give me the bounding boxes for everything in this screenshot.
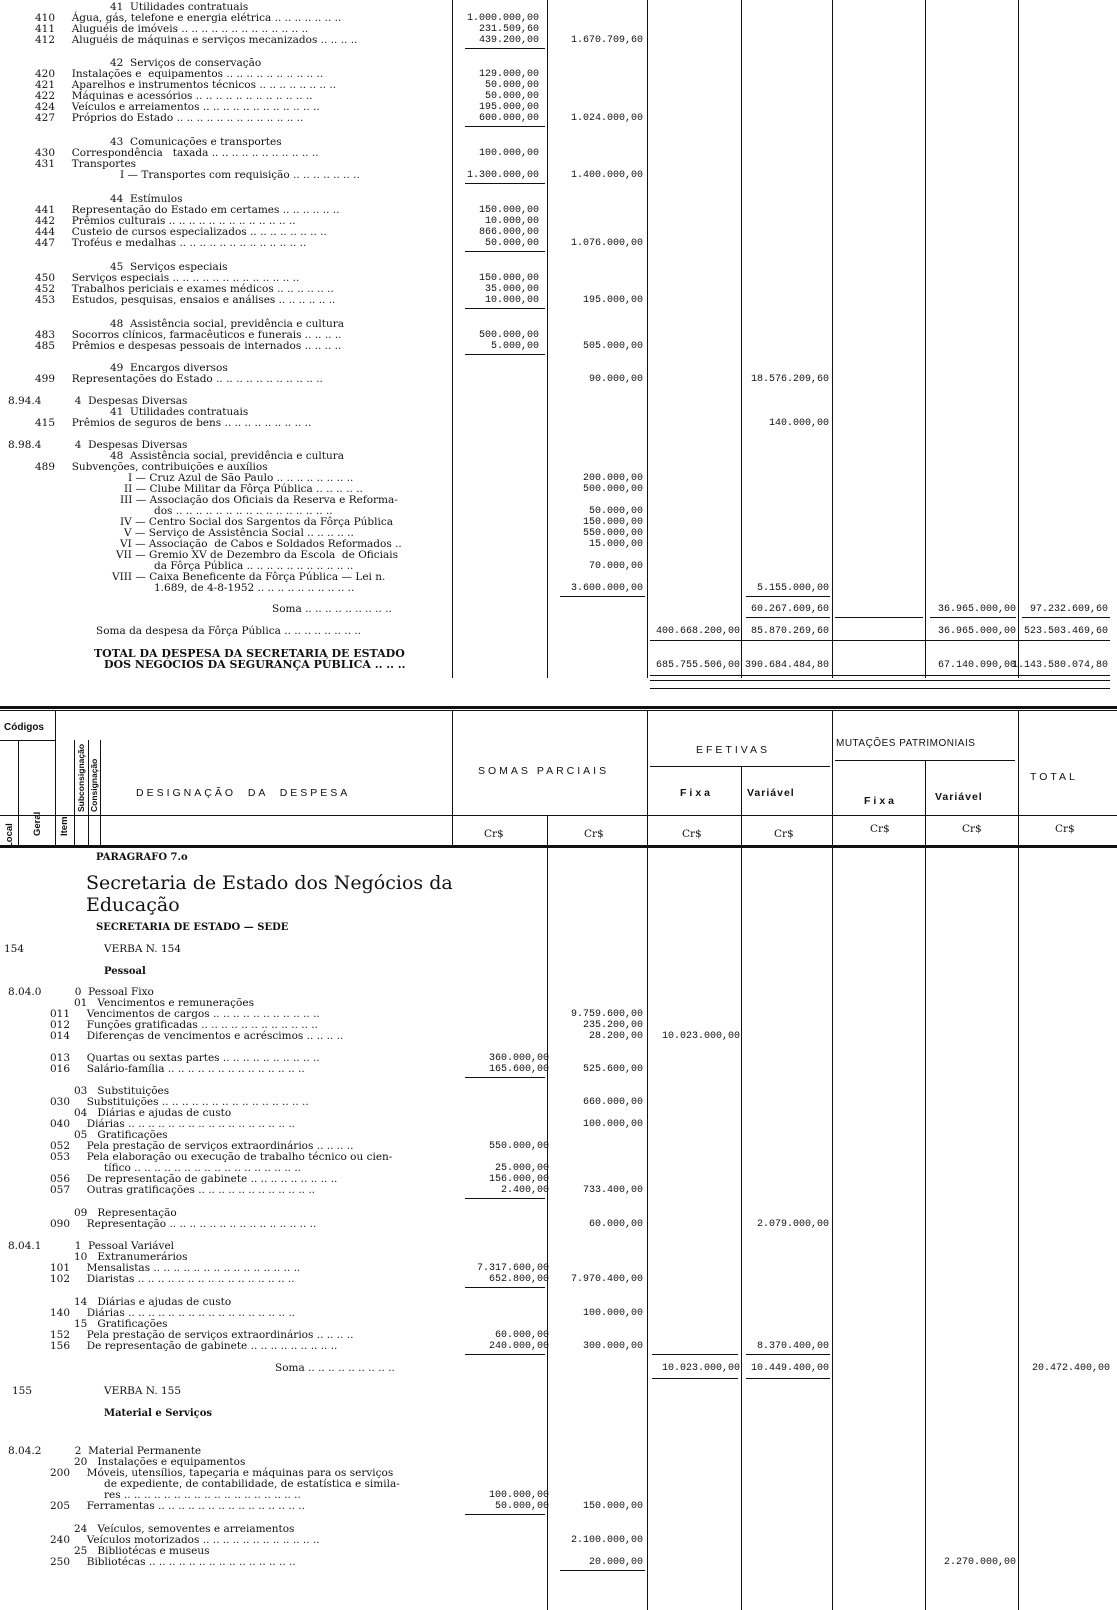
- column-rule: [452, 0, 453, 678]
- expense-row-label: 04 Diárias e ajudas de custo: [74, 1107, 232, 1119]
- sum-rule: [465, 183, 545, 184]
- sum-rule: [1022, 617, 1110, 618]
- amount-cell: 9.759.600,00: [570, 1009, 643, 1020]
- paragraph-heading: PARAGRAFO 7.o: [96, 852, 188, 863]
- currency-label: Cr$: [962, 823, 982, 835]
- header-somas-parciais: SOMAS PARCIAIS: [478, 765, 610, 777]
- expense-row-label: 415 Prêmios de seguros de bens .. .. .. .. .. .. .. .. ..: [35, 417, 312, 429]
- amount-cell: 733.400,00: [582, 1185, 643, 1196]
- column-rule: [925, 0, 926, 678]
- expense-row-label: 03 Substituições: [74, 1085, 170, 1097]
- expense-row-label: 10 Extranumerários: [74, 1251, 188, 1263]
- expense-row-label: 450 Serviços especiais .. .. .. .. .. .. .. .. .. .. .. .. ..: [35, 272, 300, 284]
- expense-row-label: res .. .. .. .. .. .. .. .. .. .. .. .. .. .. .. .. .. ..: [104, 1489, 301, 1501]
- expense-row-label: 013 Quartas ou sextas partes .. .. .. .. .. .. .. .. .. ..: [50, 1052, 320, 1064]
- expense-row-label: 030 Substituições .. .. .. .. .. .. .. .. .. .. .. .. .. .. ..: [50, 1096, 309, 1108]
- sum-rule: [650, 640, 1110, 641]
- sum-rule: [650, 675, 1110, 676]
- expense-row-label: 8.04.2 2 Material Permanente: [8, 1445, 202, 1457]
- amount-cell: 60.000,00: [494, 1330, 549, 1341]
- sum-rule: [465, 308, 545, 309]
- expense-row-label: 14 Diárias e ajudas de custo: [74, 1296, 232, 1308]
- header-column-rule: [741, 766, 742, 845]
- amount-cell: 550.000,00: [488, 1141, 549, 1152]
- amount-cell: 150.000,00: [478, 273, 539, 284]
- expense-row-label: 43 Comunicações e transportes: [110, 136, 282, 148]
- sum-rule: [746, 596, 830, 597]
- sum-rule: [650, 688, 1110, 689]
- sum-rule: [465, 1077, 545, 1078]
- expense-row-label: 42 Serviços de conservação: [110, 57, 262, 69]
- sum-rule: [465, 1198, 545, 1199]
- amount-cell: 36.965.000,00: [937, 626, 1016, 637]
- amount-cell: 1.400.000,00: [570, 170, 643, 181]
- verba-heading: VERBA N. 154: [104, 943, 182, 955]
- amount-cell: 500.000,00: [582, 484, 643, 495]
- sum-rule: [465, 126, 545, 127]
- expense-row-label: 441 Representação do Estado em certames .. .. .. .. .. ..: [35, 204, 340, 216]
- amount-cell: 390.684.484,80: [744, 660, 829, 671]
- column-rule: [647, 0, 648, 678]
- amount-cell: 7.970.400,00: [570, 1274, 643, 1285]
- amount-cell: 8.370.400,00: [756, 1341, 829, 1352]
- sum-rule: [465, 48, 545, 49]
- sum-rule: [652, 1378, 738, 1379]
- header-total: TOTAL: [1030, 771, 1078, 783]
- sum-rule: [652, 1354, 738, 1355]
- header-column-rule: [100, 740, 101, 845]
- expense-row-label: Soma .. .. .. .. .. .. .. .. ..: [275, 1362, 395, 1374]
- amount-cell: 20.472.400,00: [1031, 1363, 1110, 1374]
- header-column-rule: [925, 760, 926, 845]
- amount-cell: 90.000,00: [588, 374, 643, 385]
- expense-row-label: 412 Aluguéis de máquinas e serviços mecanizados .. .. .. ..: [35, 34, 358, 46]
- amount-cell: 15.000,00: [588, 539, 643, 550]
- amount-cell: 60.000,00: [588, 1219, 643, 1230]
- expense-row-label: 447 Troféus e medalhas .. .. .. .. .. .. .. .. .. .. .. .. ..: [35, 237, 307, 249]
- expense-row-label: 012 Funções gratificadas .. .. .. .. .. .. .. .. .. .. .. ..: [50, 1019, 318, 1031]
- amount-cell: 550.000,00: [582, 528, 643, 539]
- header-column-rule: [647, 710, 648, 845]
- group-heading: Material e Serviços: [104, 1408, 213, 1419]
- expense-row-label: 8.04.0 0 Pessoal Fixo: [8, 986, 154, 998]
- expense-row-label: 452 Trabalhos periciais e exames médicos .. .. .. .. .. ..: [35, 283, 334, 295]
- expense-row-label: II — Clube Militar da Fôrça Pública .. .. .. .. ..: [124, 483, 363, 495]
- amount-cell: 866.000,00: [478, 227, 539, 238]
- expense-row-label: 483 Socorros clínicos, farmacêuticos e funerais .. .. .. ..: [35, 329, 342, 341]
- expense-row-label: 49 Encargos diversos: [110, 362, 228, 374]
- sum-rule: [930, 617, 1016, 618]
- amount-cell: 2.270.000,00: [943, 1557, 1016, 1568]
- total-secretaria-line1: TOTAL DA DESPESA DA SECRETARIA DE ESTADO: [94, 647, 405, 660]
- header-top-rule: [0, 710, 1117, 711]
- expense-row-label: 090 Representação .. .. .. .. .. .. .. .. .. .. .. .. .. .. ..: [50, 1218, 317, 1230]
- header-efetivas: EFETIVAS: [696, 744, 770, 756]
- expense-row-label: 424 Veículos e arreiamentos .. .. .. .. .. .. .. .. .. .. .. ..: [35, 101, 320, 113]
- amount-cell: 150.000,00: [478, 205, 539, 216]
- section-title: Secretaria de Estado dos Negócios da Educação: [86, 872, 453, 916]
- amount-cell: 439.200,00: [478, 35, 539, 46]
- amount-cell: 7.317.600,00: [476, 1263, 549, 1274]
- amount-cell: 10.000,00: [484, 295, 539, 306]
- header-column-rule: [55, 710, 56, 845]
- expense-row-label: VI — Associação de Cabos e Soldados Reformados ..: [120, 538, 402, 550]
- amount-cell: 150.000,00: [582, 517, 643, 528]
- expense-row-label: 205 Ferramentas .. .. .. .. .. .. .. .. .. .. .. .. .. .. ..: [50, 1500, 305, 1512]
- currency-label: Cr$: [1055, 823, 1075, 835]
- expense-row-label: de expediente, de contabilidade, de estatística e simila-: [104, 1478, 400, 1490]
- sum-rule: [560, 596, 645, 597]
- sum-rule: [465, 251, 545, 252]
- expense-row-label: 8.94.4 4 Despesas Diversas: [8, 395, 188, 407]
- sum-rule: [746, 617, 830, 618]
- amount-cell: 50.000,00: [484, 80, 539, 91]
- expense-row-label: 09 Representação: [74, 1207, 177, 1219]
- amount-cell: 5.000,00: [490, 341, 539, 352]
- amount-cell: 36.965.000,00: [937, 604, 1016, 615]
- expense-row-label: VIII — Caixa Beneficente da Fôrça Pública — Lei n.: [112, 571, 386, 583]
- amount-cell: 195.000,00: [582, 295, 643, 306]
- amount-cell: 1.076.000,00: [570, 238, 643, 249]
- sum-rule: [560, 1570, 645, 1571]
- amount-cell: 600.000,00: [478, 113, 539, 124]
- expense-row-label: Soma da despesa da Fôrça Pública .. .. .. .. .. .. .. ..: [96, 625, 361, 637]
- expense-row-label: 101 Mensalistas .. .. .. .. .. .. .. .. .. .. .. .. .. .. ..: [50, 1262, 301, 1274]
- header-efetivas-variavel: Variável: [747, 787, 795, 799]
- amount-cell: 360.000,00: [488, 1053, 549, 1064]
- expense-row-label: 442 Prêmios culturais .. .. .. .. .. .. .. .. .. .. .. .. ..: [35, 215, 296, 227]
- amount-cell: 685.755.506,00: [655, 660, 740, 671]
- expense-row-label: 421 Aparelhos e instrumentos técnicos .. .. .. .. .. .. .. ..: [35, 79, 337, 91]
- sum-rule: [465, 1514, 545, 1515]
- header-consignacao: Consignação: [89, 758, 99, 812]
- expense-row-label: 410 Água, gás, telefone e energia elétrica .. .. .. .. .. .. ..: [35, 12, 342, 24]
- column-rule: [647, 846, 648, 1610]
- expense-row-label: 052 Pela prestação de serviços extraordinários .. .. .. ..: [50, 1140, 354, 1152]
- amount-cell: 50.000,00: [588, 506, 643, 517]
- section-subtitle: SECRETARIA DE ESTADO — SEDE: [96, 922, 289, 933]
- expense-row-label: 01 Vencimentos e remunerações: [74, 997, 254, 1009]
- amount-cell: 70.000,00: [588, 561, 643, 572]
- expense-row-label: 011 Vencimentos de cargos .. .. .. .. .. .. .. .. .. .. ..: [50, 1008, 320, 1020]
- header-codigos: Códigos: [4, 722, 44, 733]
- header-geral: Geral: [32, 811, 43, 836]
- expense-row-label: 15 Gratificações: [74, 1318, 168, 1330]
- expense-row-label: V — Serviço de Assistência Social .. .. .. .. ..: [124, 527, 354, 539]
- currency-label: Cr$: [774, 828, 794, 840]
- header-mutacoes: MUTAÇÕES PATRIMONIAIS: [836, 738, 976, 749]
- expense-row-label: 057 Outras gratificações .. .. .. .. .. .. .. .. .. .. .. ..: [50, 1184, 316, 1196]
- sum-rule: [465, 1354, 545, 1355]
- verba-heading: VERBA N. 155: [104, 1385, 182, 1397]
- amount-cell: 240.000,00: [488, 1341, 549, 1352]
- expense-row-label: 152 Pela prestação de serviços extraordinários .. .. .. ..: [50, 1329, 354, 1341]
- header-top-rule: [0, 706, 1117, 709]
- header-designacao: DESIGNAÇÃO DA DESPESA: [136, 787, 351, 799]
- header-item: Item: [59, 816, 70, 836]
- amount-cell: 25.000,00: [494, 1163, 549, 1174]
- amount-cell: 1.670.709,60: [570, 35, 643, 46]
- header-mutacoes-variavel: Variável: [935, 791, 983, 803]
- currency-label: Cr$: [584, 828, 604, 840]
- amount-cell: 150.000,00: [582, 1501, 643, 1512]
- header-rule: [0, 740, 55, 741]
- header-subconsignacao: Subconsignação: [76, 743, 86, 812]
- header-rule: [650, 766, 830, 767]
- header-column-rule: [18, 740, 19, 845]
- amount-cell: 165.600,00: [488, 1064, 549, 1075]
- header-bottom-rule: [0, 845, 1117, 848]
- currency-label: Cr$: [484, 828, 504, 840]
- sum-rule: [746, 1378, 830, 1379]
- expense-row-label: 053 Pela elaboração ou execução de trabalho técnico ou cien-: [50, 1151, 393, 1163]
- amount-cell: 97.232.609,60: [1029, 604, 1108, 615]
- column-rule: [832, 846, 833, 1610]
- amount-cell: 20.000,00: [588, 1557, 643, 1568]
- header-column-rule: [452, 710, 453, 845]
- expense-row-label: 200 Móveis, utensílios, tapeçaria e máquinas para os serviços: [50, 1467, 394, 1479]
- expense-row-label: 040 Diárias .. .. .. .. .. .. .. .. .. .. .. .. .. .. .. .. ..: [50, 1118, 296, 1130]
- expense-row-label: I — Cruz Azul de São Paulo .. .. .. .. .. .. .. ..: [128, 472, 354, 484]
- amount-cell: 10.023.000,00: [661, 1031, 740, 1042]
- expense-row-label: 453 Estudos, pesquisas, ensaios e análises .. .. .. .. .. ..: [35, 294, 336, 306]
- amount-cell: 235.200,00: [582, 1020, 643, 1031]
- amount-cell: 1.300.000,00: [466, 170, 539, 181]
- header-efetivas-fixa: Fixa: [680, 787, 714, 799]
- column-rule: [1018, 0, 1019, 678]
- expense-row-label: 430 Correspondência taxada .. .. .. .. .. .. .. .. .. .. ..: [35, 147, 319, 159]
- amount-cell: 60.267.609,60: [750, 604, 829, 615]
- column-rule: [547, 0, 548, 678]
- expense-row-label: IV — Centro Social dos Sargentos da Fôrça Pública: [120, 516, 393, 528]
- amount-cell: 50.000,00: [484, 238, 539, 249]
- amount-cell: 1.143.580.074,80: [1011, 660, 1108, 671]
- currency-label: Cr$: [682, 828, 702, 840]
- expense-row-label: 422 Máquinas e acessórios .. .. .. .. .. .. .. .. .. .. .. ..: [35, 90, 313, 102]
- amount-cell: 2.400,00: [500, 1185, 549, 1196]
- expense-row-label: 8.98.4 4 Despesas Diversas: [8, 439, 188, 451]
- expense-row-label: 45 Serviços especiais: [110, 261, 228, 273]
- expense-row-label: 156 De representação de gabinete .. .. .. .. .. .. .. .. ..: [50, 1340, 338, 1352]
- amount-cell: 231.509,60: [478, 24, 539, 35]
- column-rule: [741, 0, 742, 678]
- amount-cell: 100.000,00: [582, 1308, 643, 1319]
- expense-row-label: 420 Instalações e equipamentos .. .. .. .. .. .. .. .. .. ..: [35, 68, 324, 80]
- amount-cell: 35.000,00: [484, 284, 539, 295]
- expense-row-label: VII — Gremio XV de Dezembro da Escola de Oficiais: [116, 549, 399, 561]
- currency-label: Cr$: [870, 823, 890, 835]
- expense-row-label: 102 Diaristas .. .. .. .. .. .. .. .. .. .. .. .. .. .. .. ..: [50, 1273, 295, 1285]
- amount-cell: 2.079.000,00: [756, 1219, 829, 1230]
- expense-row-label: 056 De representação de gabinete .. .. .. .. .. .. .. .. ..: [50, 1173, 338, 1185]
- column-rule: [832, 0, 833, 678]
- amount-cell: 100.000,00: [582, 1119, 643, 1130]
- amount-cell: 140.000,00: [768, 418, 829, 429]
- amount-cell: 523.503.469,60: [1023, 626, 1108, 637]
- header-column-rule: [832, 710, 833, 845]
- amount-cell: 2.100.000,00: [570, 1535, 643, 1546]
- expense-row-label: 240 Veículos motorizados .. .. .. .. .. .. .. .. .. .. .. ..: [50, 1534, 320, 1546]
- amount-cell: 505.000,00: [582, 341, 643, 352]
- amount-cell: 400.668.200,00: [655, 626, 740, 637]
- amount-cell: 1.024.000,00: [570, 113, 643, 124]
- header-mutacoes-fixa: Fixa: [864, 795, 898, 807]
- group-heading: Pessoal: [104, 966, 146, 977]
- amount-cell: 652.800,00: [488, 1274, 549, 1285]
- amount-cell: 660.000,00: [582, 1097, 643, 1108]
- amount-cell: 18.576.209,60: [750, 374, 829, 385]
- header-rule: [0, 815, 1117, 816]
- expense-row-label: 41 Utilidades contratuais: [110, 406, 249, 418]
- expense-row-label: 48 Assistência social, previdência e cultura: [110, 318, 345, 330]
- sum-rule: [465, 1287, 545, 1288]
- amount-cell: 85.870.269,60: [750, 626, 829, 637]
- amount-cell: 100.000,00: [488, 1490, 549, 1501]
- amount-cell: 525.600,00: [582, 1064, 643, 1075]
- header-column-rule: [1018, 710, 1019, 845]
- expense-row-label: 20 Instalações e equipamentos: [74, 1456, 246, 1468]
- amount-cell: 50.000,00: [494, 1501, 549, 1512]
- amount-cell: 5.155.000,00: [756, 583, 829, 594]
- sum-rule: [835, 617, 923, 618]
- sum-rule: [746, 1354, 830, 1355]
- header-column-rule: [547, 815, 548, 845]
- verba-code: 154: [4, 943, 25, 955]
- amount-cell: 3.600.000,00: [570, 583, 643, 594]
- sum-rule: [650, 680, 1110, 681]
- expense-row-label: 8.04.1 1 Pessoal Variável: [8, 1240, 175, 1252]
- amount-cell: 10.449.400,00: [750, 1363, 829, 1374]
- amount-cell: 1.000.000,00: [466, 13, 539, 24]
- amount-cell: 300.000,00: [582, 1341, 643, 1352]
- expense-row-label: dos .. .. .. .. .. .. .. .. .. .. .. .. .. .. .. ..: [154, 505, 333, 517]
- expense-row-label: 05 Gratificações: [74, 1129, 168, 1141]
- expense-row-label: 24 Veículos, semoventes e arreiamentos: [74, 1523, 295, 1535]
- header-column-rule: [74, 740, 75, 845]
- amount-cell: 28.200,00: [588, 1031, 643, 1042]
- expense-row-label: Soma .. .. .. .. .. .. .. .. ..: [272, 603, 392, 615]
- column-rule: [925, 846, 926, 1610]
- header-local: Local: [4, 823, 15, 848]
- sum-rule: [465, 354, 545, 355]
- amount-cell: 156.000,00: [488, 1174, 549, 1185]
- expense-row-label: 140 Diárias .. .. .. .. .. .. .. .. .. .. .. .. .. .. .. .. ..: [50, 1307, 296, 1319]
- amount-cell: 67.140.090,00: [937, 660, 1016, 671]
- expense-row-label: 444 Custeio de cursos especializados .. .. .. .. .. .. .. ..: [35, 226, 327, 238]
- verba-code: 155: [12, 1385, 33, 1397]
- amount-cell: 100.000,00: [478, 148, 539, 159]
- expense-row-label: 485 Prêmios e despesas pessoais de internados .. .. .. ..: [35, 340, 342, 352]
- expense-row-label: 427 Próprios do Estado .. .. .. .. .. .. .. .. .. .. .. .. ..: [35, 112, 304, 124]
- expense-row-label: 41 Utilidades contratuais: [110, 1, 249, 13]
- expense-row-label: 499 Representações do Estado .. .. .. .. .. .. .. .. .. .. ..: [35, 373, 323, 385]
- expense-row-label: III — Associação dos Oficiais da Reserva e Reforma-: [120, 494, 398, 506]
- expense-row-label: 431 Transportes: [35, 158, 137, 170]
- amount-cell: 10.000,00: [484, 216, 539, 227]
- column-rule: [741, 846, 742, 1610]
- expense-row-label: 1.689, de 4-8-1952 .. .. .. .. .. .. .. .. .. ..: [154, 582, 355, 594]
- expense-row-label: 411 Aluguéis de imóveis .. .. .. .. .. .. .. .. .. .. .. .. ..: [35, 23, 309, 35]
- expense-row-label: tífico .. .. .. .. .. .. .. .. .. .. .. .. .. .. .. .. ..: [104, 1162, 302, 1174]
- expense-row-label: 016 Salário-família .. .. .. .. .. .. .. .. .. .. .. .. .. ..: [50, 1063, 305, 1075]
- expense-row-label: 48 Assistência social, previdência e cultura: [110, 450, 345, 462]
- expense-row-label: 489 Subvenções, contribuições e auxílios: [35, 461, 268, 473]
- amount-cell: 50.000,00: [484, 91, 539, 102]
- total-secretaria-line2: DOS NEGÓCIOS DA SEGURANÇA PÚBLICA .. .. ..: [104, 658, 406, 671]
- expense-row-label: 014 Diferenças de vencimentos e acréscimos .. .. .. ..: [50, 1030, 344, 1042]
- expense-row-label: 250 Bibliotécas .. .. .. .. .. .. .. .. .. .. .. .. .. .. ..: [50, 1556, 296, 1568]
- amount-cell: 200.000,00: [582, 473, 643, 484]
- amount-cell: 500.000,00: [478, 330, 539, 341]
- expense-row-label: 44 Estímulos: [110, 193, 183, 205]
- expense-row-label: I — Transportes com requisição .. .. .. .. .. .. ..: [120, 169, 360, 181]
- expense-row-label: da Fôrça Pública .. .. .. .. .. .. .. .. .. .. ..: [154, 560, 354, 572]
- column-rule: [1018, 846, 1019, 1610]
- amount-cell: 195.000,00: [478, 102, 539, 113]
- amount-cell: 129.000,00: [478, 69, 539, 80]
- expense-row-label: 25 Bibliotécas e museus: [74, 1545, 210, 1557]
- amount-cell: 10.023.000,00: [661, 1363, 740, 1374]
